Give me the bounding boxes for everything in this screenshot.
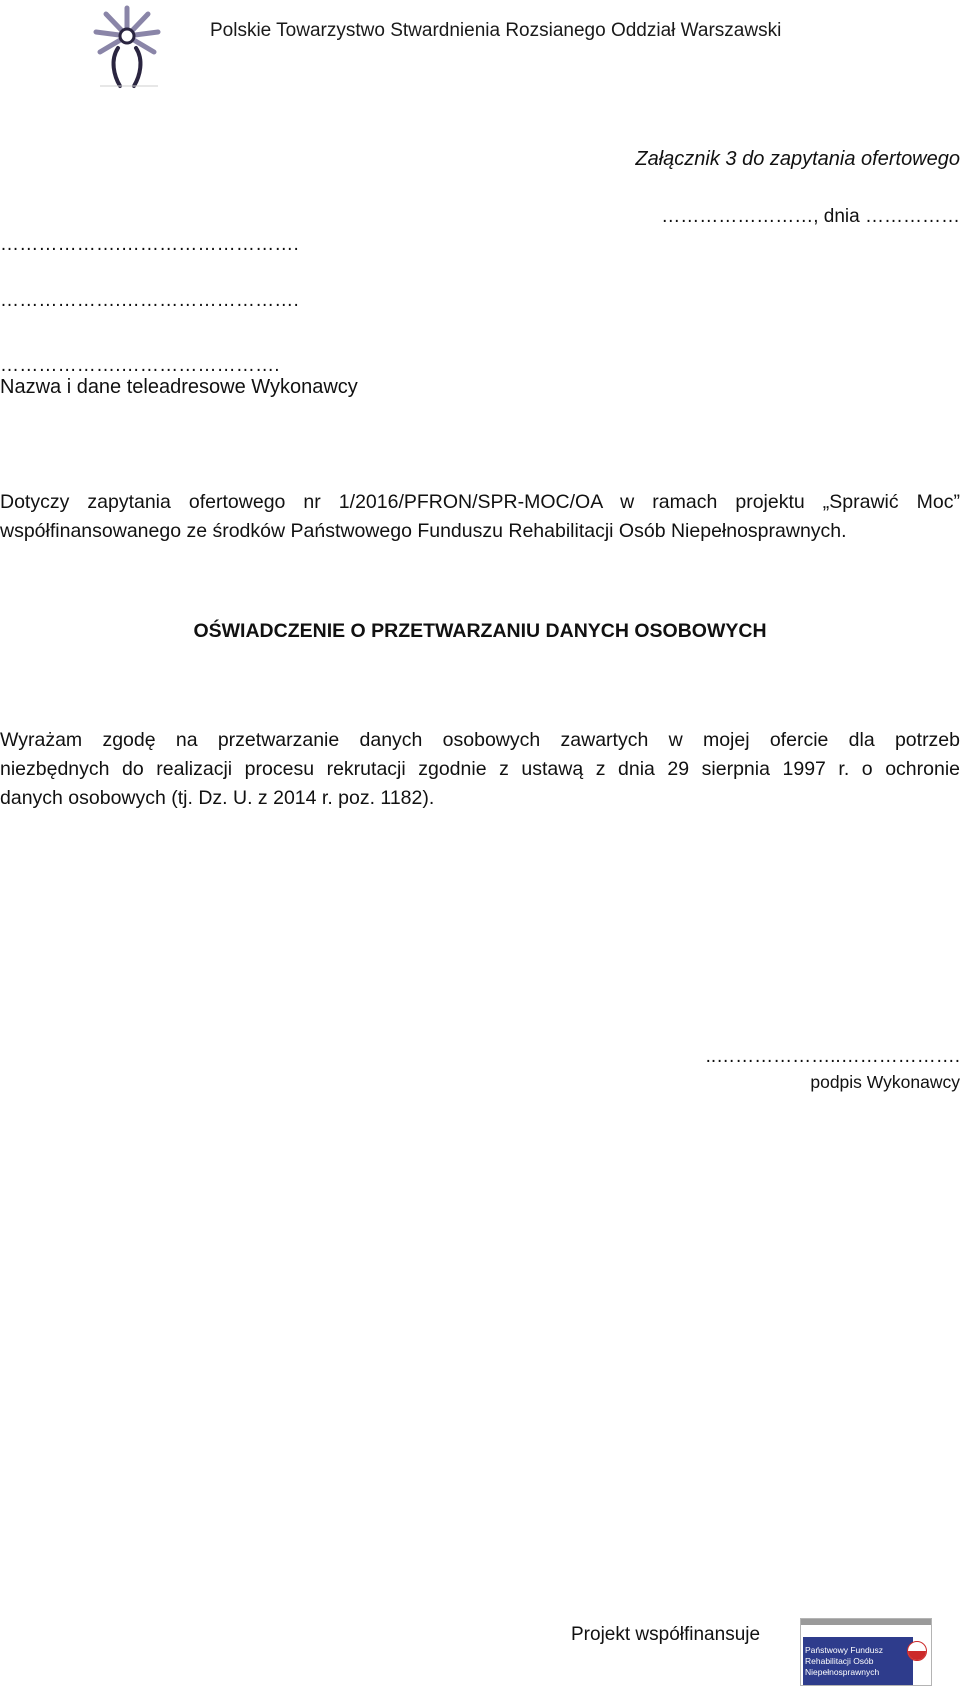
consent-line: danych osobowych (tj. Dz. U. z 2014 r. poz. 1182).: [0, 787, 435, 809]
concerns-line: Dotyczy zapytania ofertowego nr 1/2016/PFRON/SPR-MOC/OA w ramach projektu „Sprawić Moc”: [0, 491, 960, 513]
annex-title: Załącznik 3 do zapytania ofertowego: [635, 148, 960, 170]
place-date-line: ……………………, dnia ……………: [661, 206, 960, 227]
consent-paragraph: [0, 726, 960, 813]
pfron-circle-icon: [907, 1641, 927, 1661]
concerns-paragraph: [0, 488, 960, 546]
signature-label: podpis Wykonawcy: [810, 1072, 960, 1092]
contractor-fill-line-3: ……………….…………………….: [0, 355, 280, 376]
contractor-fill-line-1: ……………….……………………….: [0, 234, 299, 255]
pfron-logo: [800, 1618, 932, 1686]
consent-line: Wyrażam zgodę na przetwarzanie danych osobowych zawartych w mojej ofercie dla potrzeb: [0, 729, 960, 751]
statement-heading: OŚWIADCZENIE O PRZETWARZANIU DANYCH OSOBOWYCH: [193, 620, 767, 642]
pfron-logo-line: Państwowy Fundusz: [805, 1645, 883, 1655]
organization-name: Polskie Towarzystwo Stwardnienia Rozsianego Oddział Warszawski: [210, 20, 782, 41]
contractor-fill-line-2: ……………….……………………….: [0, 290, 299, 311]
consent-line: niezbędnych do realizacji procesu rekrutacji zgodnie z ustawą z dnia 29 sierpnia 1997 r. o ochronie: [0, 758, 960, 780]
pfron-logo-strip: [801, 1619, 931, 1625]
concerns-line: współfinansowanego ze środków Państwowego Funduszu Rehabilitacji Osób Niepełnosprawnych.: [0, 520, 847, 542]
ptsr-figure-star-icon: [88, 2, 166, 90]
pfron-logo-line: Niepełnosprawnych: [805, 1667, 880, 1677]
signature-line: ..………………..……………….: [705, 1046, 960, 1067]
pfron-logo-line: Rehabilitacji Osób: [805, 1656, 874, 1666]
cofinance-label: Projekt współfinansuje: [571, 1624, 761, 1645]
contractor-label: Nazwa i dane teleadresowe Wykonawcy: [0, 376, 358, 398]
